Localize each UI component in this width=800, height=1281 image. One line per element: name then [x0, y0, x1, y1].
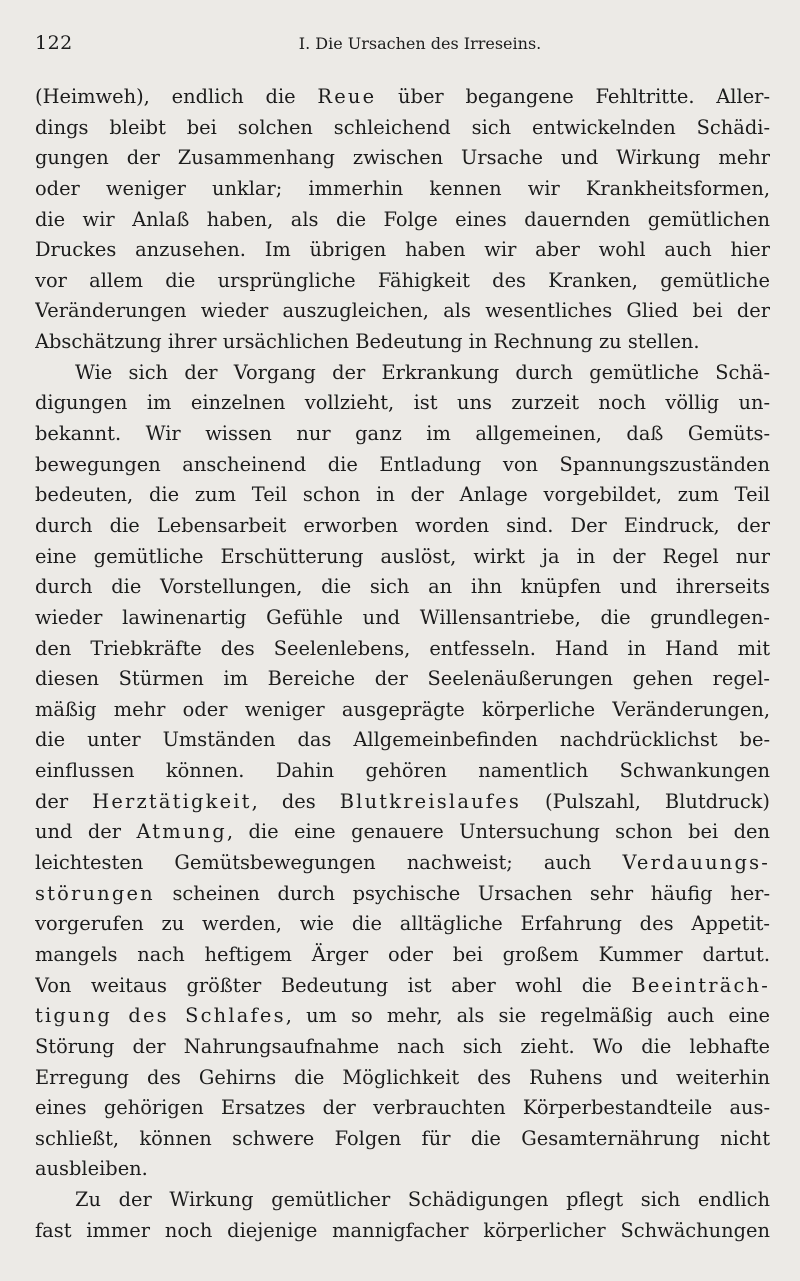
text-line — [35, 113, 770, 144]
paragraph — [35, 358, 770, 1185]
text-run: bedeuten, die zum Teil schon in der Anlage vorgebildet, zum Teil — [35, 483, 770, 507]
text-line — [35, 695, 770, 726]
text-run: durch die Vorstellungen, die sich an ihn knüpfen und ihrerseits — [35, 575, 770, 599]
spaced-emphasis: Blutkreislaufes — [339, 789, 521, 813]
spaced-emphasis: Atmung — [136, 820, 227, 844]
text-run: Veränderungen wieder auszugleichen, als wesentliches Glied bei der — [35, 299, 770, 323]
text-run: (Pulszahl, Blutdruck) — [520, 789, 770, 813]
text-run: bekannt. Wir wissen nur ganz im allgemeinen, daß Gemüts- — [35, 422, 770, 446]
text-run: scheinen durch psychische Ursachen sehr häufig her- — [154, 881, 770, 905]
text-run: dings bleibt bei solchen schleichend sich entwickelnden Schädi- — [35, 115, 770, 139]
text-run: Von weitaus größter Bedeutung ist aber wohl die — [35, 973, 632, 997]
text-line — [35, 174, 770, 205]
spaced-emphasis: Verdauungs- — [622, 851, 770, 875]
text-line — [35, 235, 770, 266]
text-line — [35, 266, 770, 297]
text-line — [35, 787, 770, 818]
running-title: I. Die Ursachen des Irreseins. — [298, 34, 542, 53]
text-run: digungen im einzelnen vollzieht, ist uns zurzeit noch völlig un- — [35, 391, 770, 415]
text-run: den Triebkräfte des Seelenlebens, entfesseln. Hand in Hand mit — [35, 636, 770, 660]
text-run: , die eine genauere Untersuchung schon bei den — [226, 820, 770, 844]
text-run: schließt, können schwere Folgen für die Gesamternährung nicht — [35, 1126, 770, 1150]
text-line — [35, 388, 770, 419]
text-run: über begangene Fehltritte. Aller- — [376, 85, 770, 108]
spaced-emphasis: Beeinträch- — [631, 973, 770, 997]
text-run: Erregung des Gehirns die Möglichkeit des Ruhens und weiterhin — [35, 1065, 770, 1089]
text-line — [35, 296, 770, 327]
text-line — [35, 511, 770, 542]
text-run: wieder lawinenartig Gefühle und Willensantriebe, die grundlegen- — [35, 605, 770, 629]
text-run: fast immer noch diejenige mannigfacher körperlicher Schwächungen — [35, 1218, 770, 1242]
text-run: , des — [251, 789, 340, 813]
page-header — [35, 32, 765, 58]
text-line — [35, 82, 770, 113]
text-run: (Heimweh), endlich die — [35, 85, 318, 108]
text-run: Druckes anzusehen. Im übrigen haben wir aber wohl auch hier — [35, 238, 770, 262]
text-run: die wir Anlaß haben, als die Folge eines dauernden gemütlichen — [35, 207, 770, 231]
text-line — [35, 756, 770, 787]
text-line — [35, 1124, 770, 1155]
text-run: die unter Umständen das Allgemeinbefinden nachdrücklichst be- — [35, 728, 770, 752]
paragraph — [35, 1185, 770, 1246]
text-run: vor allem die ursprüngliche Fähigkeit des Kranken, gemütliche — [35, 268, 770, 292]
text-line — [35, 1032, 770, 1063]
text-line — [35, 817, 770, 848]
text-line — [35, 879, 770, 910]
text-run: durch die Lebensarbeit erworben worden sind. Der Eindruck, der — [35, 513, 770, 537]
text-run: ausbleiben. — [35, 1157, 148, 1181]
text-run: Störung der Nahrungsaufnahme nach sich zieht. Wo die lebhafte — [35, 1034, 770, 1058]
spaced-emphasis: Herztätigkeit — [92, 789, 252, 813]
text-line — [35, 572, 770, 603]
text-line — [35, 327, 770, 358]
text-line — [35, 1154, 770, 1185]
text-run: oder weniger unklar; immerhin kennen wir Krankheitsformen, — [35, 176, 770, 200]
text-line — [35, 1063, 770, 1094]
text-run: einflussen können. Dahin gehören namentlich Schwankungen — [35, 759, 770, 783]
text-line — [35, 542, 770, 573]
body-text — [35, 82, 770, 1246]
text-run: bewegungen anscheinend die Entladung von Spannungszuständen — [35, 452, 770, 476]
paragraph — [35, 82, 770, 358]
text-line — [35, 1093, 770, 1124]
text-line — [35, 634, 770, 665]
text-run: eine gemütliche Erschütterung auslöst, wirkt ja in der Regel nur — [35, 544, 770, 568]
text-line — [35, 848, 770, 879]
text-line — [35, 205, 770, 236]
text-line — [35, 1001, 770, 1032]
text-run: , um so mehr, als sie regelmäßig auch eine — [285, 1004, 770, 1028]
text-run: Zu der Wirkung gemütlicher Schädigungen pflegt sich endlich — [75, 1188, 770, 1212]
text-line — [35, 971, 770, 1002]
text-line — [35, 664, 770, 695]
text-run: diesen Stürmen im Bereiche der Seelenäußerungen gehen regel- — [35, 667, 770, 691]
text-line — [35, 480, 770, 511]
text-run: mäßig mehr oder weniger ausgeprägte körperliche Veränderungen, — [35, 697, 770, 721]
text-run: leichtesten Gemütsbewegungen nachweist; auch — [35, 851, 623, 875]
page-number: 122 — [35, 32, 73, 54]
text-line — [35, 1216, 770, 1247]
text-run: vorgerufen zu werden, wie die alltägliche Erfahrung des Appetit- — [35, 912, 770, 936]
text-line — [35, 358, 770, 389]
text-run: mangels nach heftigem Ärger oder bei großem Kummer dartut. — [35, 942, 770, 966]
text-run: gungen der Zusammenhang zwischen Ursache und Wirkung mehr — [35, 146, 770, 170]
text-line — [35, 419, 770, 450]
text-run: eines gehörigen Ersatzes der verbrauchten Körperbestandteile aus- — [35, 1096, 770, 1120]
text-run: der — [35, 789, 93, 813]
text-line — [35, 725, 770, 756]
text-run: und der — [35, 820, 137, 844]
text-line — [35, 909, 770, 940]
text-line — [35, 450, 770, 481]
text-line — [35, 143, 770, 174]
text-line — [35, 603, 770, 634]
spaced-emphasis: Reue — [317, 85, 377, 108]
text-run: Abschätzung ihrer ursächlichen Bedeutung in Rechnung zu stellen. — [35, 330, 700, 354]
text-line — [35, 940, 770, 971]
text-line — [35, 1185, 770, 1216]
spaced-emphasis: störungen — [35, 881, 155, 905]
spaced-emphasis: tigung des Schlafes — [35, 1004, 286, 1028]
text-run: Wie sich der Vorgang der Erkrankung durch gemütliche Schä- — [75, 360, 770, 384]
